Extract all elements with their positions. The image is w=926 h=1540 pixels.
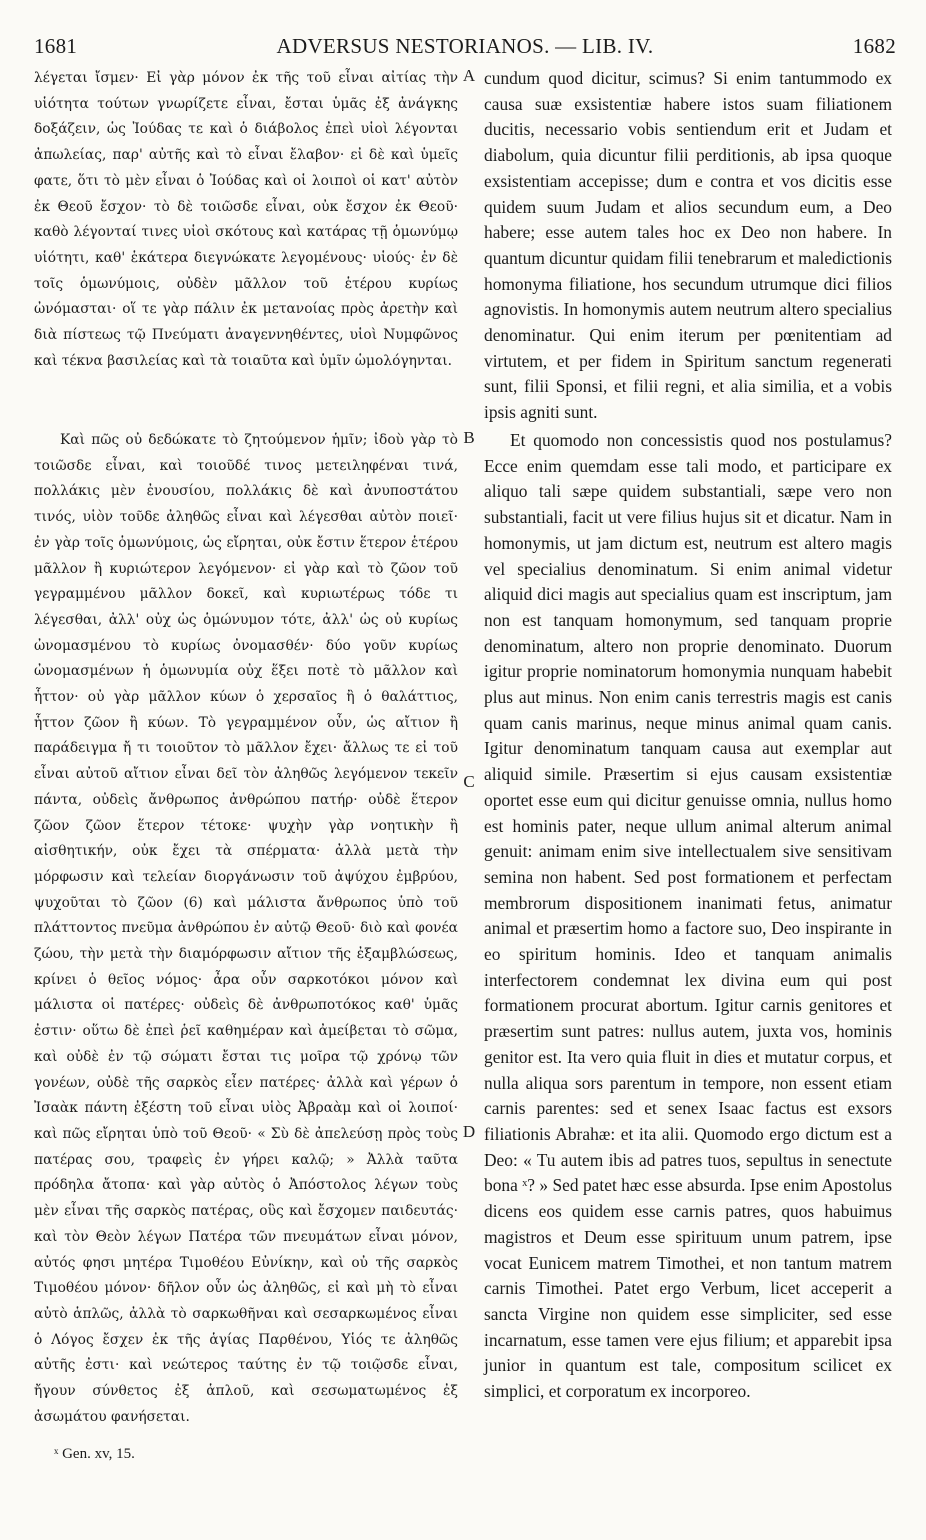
running-header [34, 34, 896, 60]
greek-column-section-a [34, 66, 458, 374]
latin-column-section-b [484, 428, 892, 1405]
greek-paragraph: Καὶ πῶς οὐ δεδώκατε τὸ ζητούμενον ἡμῖν; ἰδοὺ γὰρ τὸ τοιῶσδε εἶναι, καὶ τοιοῦδέ τινος μετειληφέναι τινά, πολλάκις μὲν ἐνουσίου, πολλάκις δὲ καὶ ἀνυποστάτου τινός, υἱὸν τοῦδε ἀληθῶς εἶναι καὶ λέγεσθαι αὐτὸν ποιεῖ· ἐν γὰρ τοῖς ὁμωνύμοις, ὡς εἴρηται, οὐκ ἔστιν ἕτερον ἑτέρου μᾶλλον ἢ κυριώτερον λεγόμενον· εἰ γὰρ καὶ τὸ ζῶον τοῦ γεγραμμένου μᾶλλον δοκεῖ, καὶ κυριωτέρως τόδε τι λέγεσθαι, ἀλλ' οὐχ ὡς ὁμώνυμον τότε, ἀλλ' ὡς οὐ κυρίως ὠνομασμένου τὸ κυρίως ὀνομασθέν· δύο γοῦν κυρίως ὠνομασμένων ἡ ὁμωνυμία οὐχ ἕξει ποτὲ τὸ μᾶλλον καὶ ἧττον· οὐ γὰρ μᾶλλον κύων ὁ χερσαῖος ἢ ὁ θαλάττιος, ἧττον ζῶον ἢ κύων. Τὸ γεγραμμένον οὖν, ὡς αἴτιον ἢ παράδειγμα ἤ τι τοιοῦτον τὸ μᾶλλον ἔχει· ἄλλως τε εἰ τοῦ εἶναι αὐτοῦ αἴτιον εἶναι δεῖ τὸν ἀληθῶς λεγόμενον τεκεῖν πάντα, οὐδεὶς ἄνθρωπος ἀνθρώπου πατήρ· οὐδὲ ἕτερον ζῶον ζῶον ἕτερον τέτοκε· ψυχὴν γὰρ νοητικὴν ἢ αἰσθητικήν, οὐκ ἔχει τὰ σπέρματα· ἀλλὰ μετὰ τὴν μόρφωσιν καὶ τελείαν διοργάνωσιν τοῦ ἀψύχου ἐμβρύου, ψυχοῦται τὸ ζῶον (6) καὶ μάλιστα ἄνθρωπος ὑπὸ τοῦ πλάττοντος πνεῦμα ἀνθρώπου ἐν αὐτῷ Θεοῦ· διὸ καὶ φονέα ζώου, τὴν μετὰ τὴν διαμόρφωσιν αἴτιον τῆς ἐξαμβλώσεως, κρίνει ὁ θεῖος νόμος· ἆρα οὖν σαρκοτόκοι μόνον καὶ μάλιστα οἱ πατέρες· οὐδεὶς δὲ ἀνθρωποτόκος καθ' ὑμᾶς ἐστιν· οὕτω δὲ ἐπεὶ ῥεῖ καθημέραν καὶ ἀμείβεται τὸ σῶμα, καὶ οὐδὲ ἐν τῷ σώματι ἔσται τις μοῖρα τῷ χρόνῳ τῶν γονέων, οὐδὲ τῆς σαρκὸς εἶεν πατέρες· ἀλλὰ καὶ γέρων ὁ Ἰσαὰκ πάντη ἐξέστη τοῦ εἶναι υἱὸς Ἀβραὰμ καὶ οἱ λοιποί· καὶ πῶς εἴρηται ὑπὸ τοῦ Θεοῦ· « Σὺ δὲ ἀπελεύσῃ πρὸς τοὺς πατέρας σου, τραφεὶς ἐν γήρει καλῷ; » Ἀλλὰ ταῦτα πρόδηλα ἄτοπα· καὶ γὰρ αὐτὸς ὁ Ἀπόστολος λέγων τοὺς μὲν εἶναι τῆς σαρκὸς πατέρας, οὓς καὶ ἔσχομεν παιδευτάς· καὶ τὸν Θεὸν λέγων Πατέρα τῶν πνευμάτων εἶναι μόνον, αὐτός φησι μητέρα Τιμοθέου Εὐνίκην, καὶ οὐ τῆς σαρκὸς Τιμοθέου μόνον· δῆλον οὖν ὡς ἀληθῶς, εἰ καὶ μὴ τὸ εἶναι αὐτὸ ἁπλῶς, ἀλλὰ τὸ σαρκωθῆναι καὶ σεσαρκωμένος εἶναι ὁ Λόγος ἔσχεν ἐκ τῆς ἁγίας Παρθένου, Υἱός τε ἀληθῶς αὐτῆς ἐστι· καὶ νεώτερος ταύτης ἐν τῷ τοιῷσδε εἶναι, ἤγουν σύνθετος ἐξ ἁπλοῦ, καὶ σεσωματωμένος ἐξ ἀσωμάτου φανήσεται. [34, 432, 458, 1425]
latin-paragraph: Et quomodo non concessistis quod nos postulamus? Ecce enim quemdam esse tali modo, et participare ex aliquo tali sæpe quidem substantiali, sæpe vero non substantiali, facit ut vere filius hujus sit et dicatur. Nam in homonymis, ut jam dictum est, neutrum est altero magis vel specialius denominatum. Si enim animal videtur aliquid dici magis aut specialius quam est inscriptum, jam non est tanquam homonymum, sed tanquam proprie denominatum, altero non proprie denominato. Duorum igitur proprie nominatorum homonymia nunquam habebit plus aut minus. Non enim canis terrestris magis est canis quam canis marinus, neque minus animal quam canis. Igitur denominatum tanquam causa aut exemplar aut aliquid simile. Præsertim si ejus causam exsistentiæ oportet esse eum qui dicitur genuisse omnia, nullus homo est hominis pater, neque ullum animal alterum animal genuit: animam enim sive intellectualem sive sensitivam semina non habent. Sed post formationem et perfectam membrorum dispositionem inanimati fetus, animatur animal et præsertim homo a factore suo, Deo inspirante in eo spiritum hominis. Ideo et tanquam animalis interfectorem condemnat lex divina eum qui post formationem procurat abortum. Igitur carnis genitores et præsertim sunt patres: nullus autem, juxta vos, hominis genitor est. Ita vero quia fluit in dies et mutatur corpus, et nulla aliqua sors parentum in tempore, non essent etiam carnis parentes: sed et senex Isaac factus est exsors filiationis Abrahæ: et ita alii. Quomodo ergo dictum est a Deo: « Tu autem ibis ad patres tuos, sepultus in senectute bona ˣ? » Sed patet hæc esse absurda. Ipse enim Apostolus dicens eos quidem esse carnis patres, quos habuimus magistros et Deum esse spirituum unum patrem, ipse vocat Eunicem matrem Timothei, et non tantum matrem carnis Timothei. Patet ergo Verbum, licet acceperit a sancta Virgine non quidem esse simpliciter, sed esse incarnatum, esse tamen vere ejus filium; et apparebit ipsa junior in quantum est tale, compositum scilicet ex simplici, et corporatum ex incorporeo. [484, 430, 892, 1402]
latin-column-section-a [484, 66, 892, 426]
margin-letter-c: C [463, 772, 475, 791]
margin-letter-b: B [463, 428, 475, 447]
page-number-left: 1681 [34, 34, 78, 58]
latin-paragraph: cundum quod dicitur, scimus? Si enim tantummodo ex causa suæ exsistentiæ habere istos suam filiationem ducitis, necessario vobis sentiendum erit et Judam et diabolum, quia dicuntur filii perditionis, ab ipsa quoque exsistentiam accepisse; dum e contra et vos dicitis esse quidem suum Judam et alios secundum eum, a Deo habere; esse autem tales hoc ex Deo non habere. In quantum dicuntur quidam filii tenebrarum et maledictionis homonyma filiatione, hos secundum utrumque dici filios agnovistis. In homonymis autem neutrum altero specialius denominatur. Qui enim iterum per pœnitentiam ad virtutem, et per fidem in Spiritum sanctum regenerati sunt, filii Sponsi, et filii regni, et alia similia, et a vobis ipsis agniti sunt. [484, 68, 892, 423]
greek-column-section-b [34, 428, 458, 1430]
margin-letter-a: A [462, 66, 476, 85]
margin-letter-d: D [462, 1122, 476, 1141]
footnote: ˣ Gen. xv, 15. [54, 1446, 135, 1462]
page-number-right: 1682 [852, 34, 896, 58]
greek-paragraph: λέγεται ἴσμεν· Εἰ γὰρ μόνον ἐκ τῆς τοῦ εἶναι αἰτίας τὴν υἱότητα τούτων γνωρίζετε εἶναι, ἔσται ὑμᾶς ἐξ ἀνάγκης δοξάζειν, ὡς Ἰούδας τε καὶ ὁ διάβολος ἐπεὶ υἱοὶ λέγονται ἀπωλείας, παρ' αὐτῆς καὶ τὸ εἶναι ἔλαβον· εἰ δὲ καὶ ὑμεῖς φατε, ὅτι τὸ μὲν εἶναι ὁ Ἰούδας καὶ οἱ λοιποὶ οἱ κατ' αὐτὸν ἐκ Θεοῦ ἔσχον· τὸ δὲ τοιῶσδε εἶναι, οὐκ ἔσχον ἐκ Θεοῦ· καθὸ λέγονταί τινες υἱοὶ σκότους καὶ κατάρας τῇ ὁμωνύμῳ υἱότητι, καθ' ἑκάτερα διεγνώκατε λεγομένους· υἱούς· ἐν δὲ τοῖς ὁμωνύμοις, οὐδὲν μᾶλλον τοῦ ἑτέρου κυρίως ὠνόμασται· οἵ τε γὰρ πάλιν ἐκ μετανοίας πρὸς ἀρετὴν καὶ διὰ πίστεως τῷ Πνεύματι ἀναγεννηθέντες, υἱοὶ Νυμφῶνος καὶ τέκνα βασιλείας καὶ τὰ τοιαῦτα καὶ ὑμῖν ὡμολόγηνται. [34, 70, 458, 369]
running-title: ADVERSUS NESTORIANOS. — LIB. IV. [276, 34, 654, 58]
